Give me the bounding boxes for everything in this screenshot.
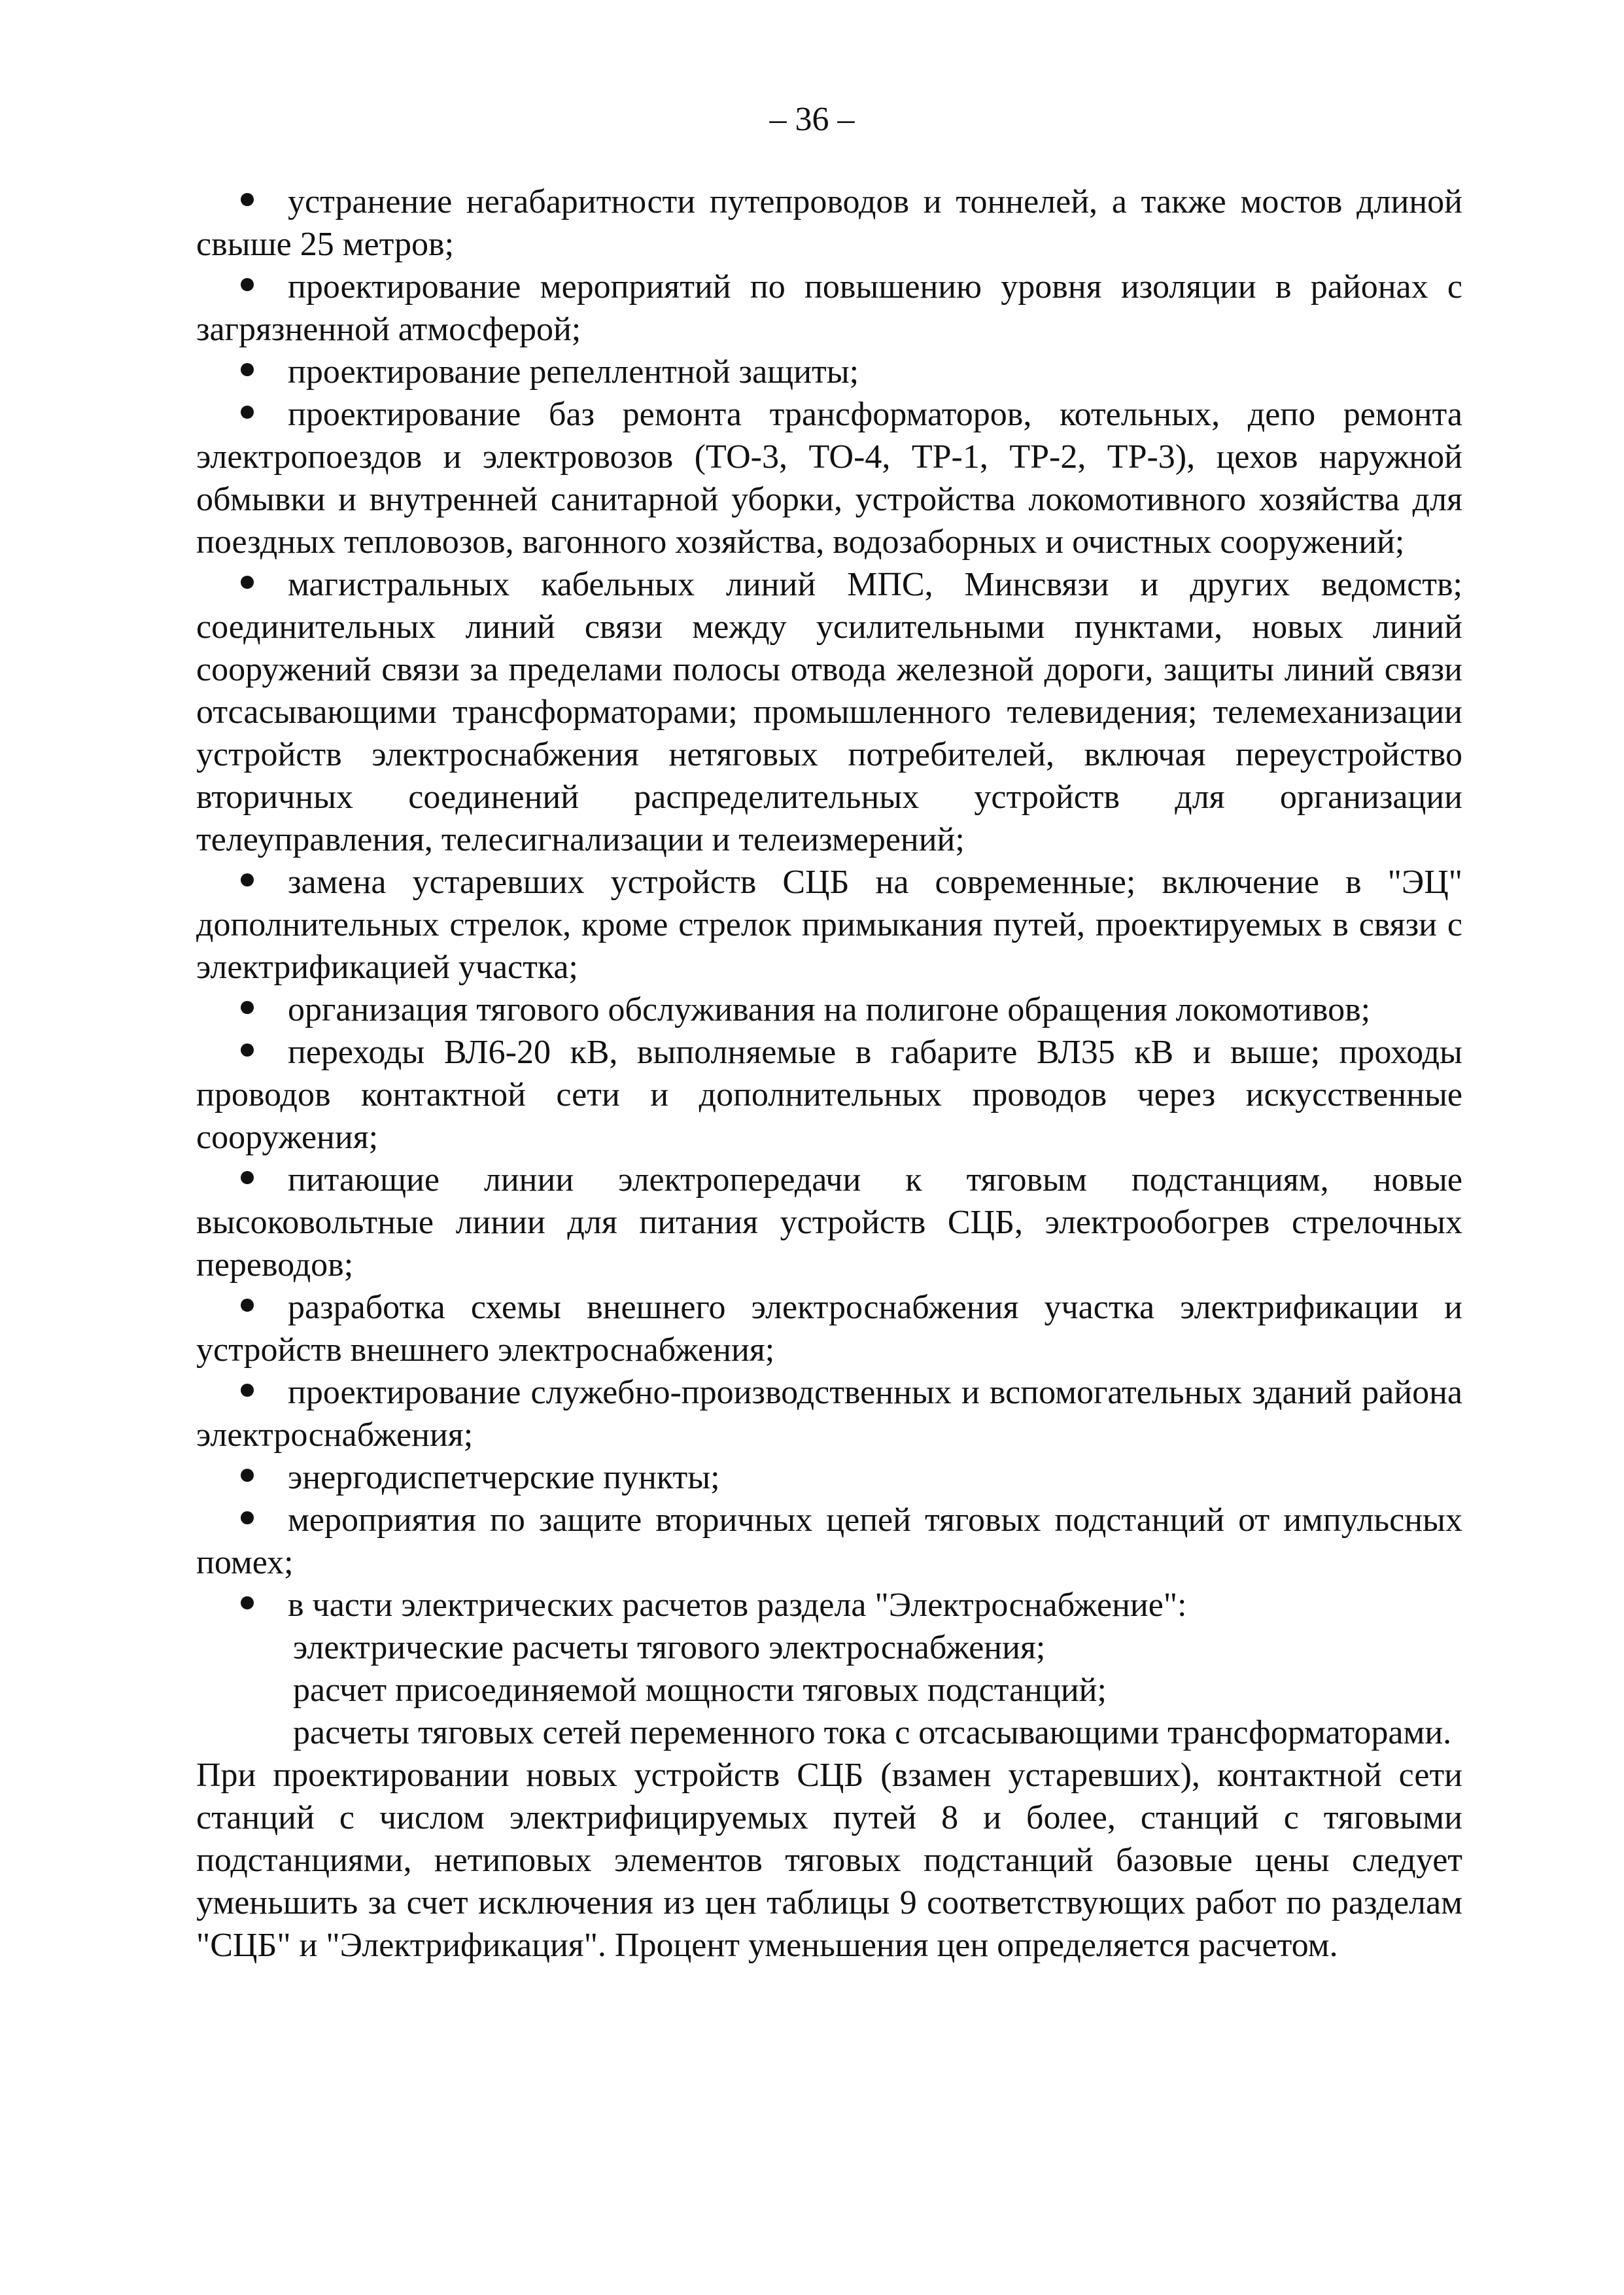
- bullet-item: [196, 1499, 1462, 1584]
- bullet-text: переходы ВЛ6-20 кВ, выполняемые в габарите ВЛ35 кВ и выше; проходы проводов контактной сети и дополнительных проводов через искусственные сооружения;: [196, 1034, 1462, 1156]
- bullet-item: [196, 1371, 1462, 1456]
- bullet-text: замена устаревших устройств СЦБ на современные; включение в "ЭЦ" дополнительных стрелок, кроме стрелок примыкания путей, проектируемых в связи с электрификацией участка;: [196, 864, 1462, 986]
- closing-paragraph: При проектировании новых устройств СЦБ (взамен устаревших), контактной сети станций с числом электрифицируемых путей 8 и более, станций с тяговыми подстанциями, нетиповых элементов тяговых подстанций базовые цены следует уменьшить за счет исключения из цен таблицы 9 соответствующих работ по разделам "СЦБ" и "Электрификация". Процент уменьшения цен определяется расчетом.: [196, 1757, 1462, 1964]
- sub-item: расчет присоединяемой мощности тяговых подстанций;: [293, 1672, 1107, 1709]
- bullet-item: [196, 181, 1462, 266]
- sub-item: расчеты тяговых сетей переменного тока с отсасывающими трансформаторами.: [293, 1714, 1452, 1751]
- bullet-item: [196, 266, 1462, 351]
- bullet-item: [196, 989, 1462, 1031]
- bullet-text: проектирование репеллентной защиты;: [288, 353, 859, 391]
- bullet-item: [196, 1031, 1462, 1159]
- bullet-item: [196, 1584, 1462, 1626]
- bullet-text: проектирование служебно-производственных и вспомогательных зданий района электроснабжения;: [196, 1374, 1462, 1454]
- bullet-text: организация тягового обслуживания на полигоне обращения локомотивов;: [288, 991, 1371, 1028]
- bullet-text: проектирование баз ремонта трансформаторов, котельных, депо ремонта электропоездов и электровозов (ТО-3, ТО-4, ТР-1, ТР-2, ТР-3), цехов наружной обмывки и внутренней санитарной уборки, устройства локомотивного хозяйства для поездных тепловозов, вагонного хозяйства, водозаборных и очистных сооружений;: [196, 396, 1462, 561]
- bullet-text: разработка схемы внешнего электроснабжения участка электрификации и устройств внешнего электроснабжения;: [196, 1289, 1462, 1369]
- bullet-text: питающие линии электропередачи к тяговым подстанциям, новые высоковольтные линии для питания устройств СЦБ, электрообогрев стрелочных переводов;: [196, 1161, 1462, 1284]
- bullet-text: проектирование мероприятий по повышению уровня изоляции в районах с загрязненной атмосферой;: [196, 268, 1462, 348]
- bullet-text: магистральных кабельных линий МПС, Минсвязи и других ведомств; соединительных линий связи между усилительными пунктами, новых линий сооружений связи за пределами полосы отвода железной дороги, защиты линий связи отсасывающими трансформаторами; промышленного телевидения; телемеханизации устройств электроснабжения нетяговых потребителей, включая переустройство вторичных соединений распределительных устройств для организации телеуправления, телесигнализации и телеизмерений;: [196, 566, 1462, 858]
- bullet-item: [196, 1159, 1462, 1286]
- sub-item: электрические расчеты тягового электроснабжения;: [293, 1629, 1046, 1666]
- bullet-text: в части электрических расчетов раздела "Электроснабжение":: [288, 1586, 1187, 1624]
- bullet-item: [196, 393, 1462, 563]
- bullet-item: [196, 563, 1462, 861]
- bullet-item: [196, 351, 1462, 393]
- bullet-item: [196, 1456, 1462, 1499]
- bullet-item: [196, 1286, 1462, 1371]
- bullet-text: устранение негабаритности путепроводов и тоннелей, а также мостов длиной свыше 25 метров;: [196, 183, 1462, 263]
- document-body: [196, 181, 1462, 1967]
- page-number: – 36 –: [769, 101, 855, 138]
- bullet-text: энергодиспетчерские пункты;: [288, 1459, 720, 1496]
- bullet-item: [196, 861, 1462, 989]
- bullet-text: мероприятия по защите вторичных цепей тяговых подстанций от импульсных помех;: [196, 1501, 1462, 1581]
